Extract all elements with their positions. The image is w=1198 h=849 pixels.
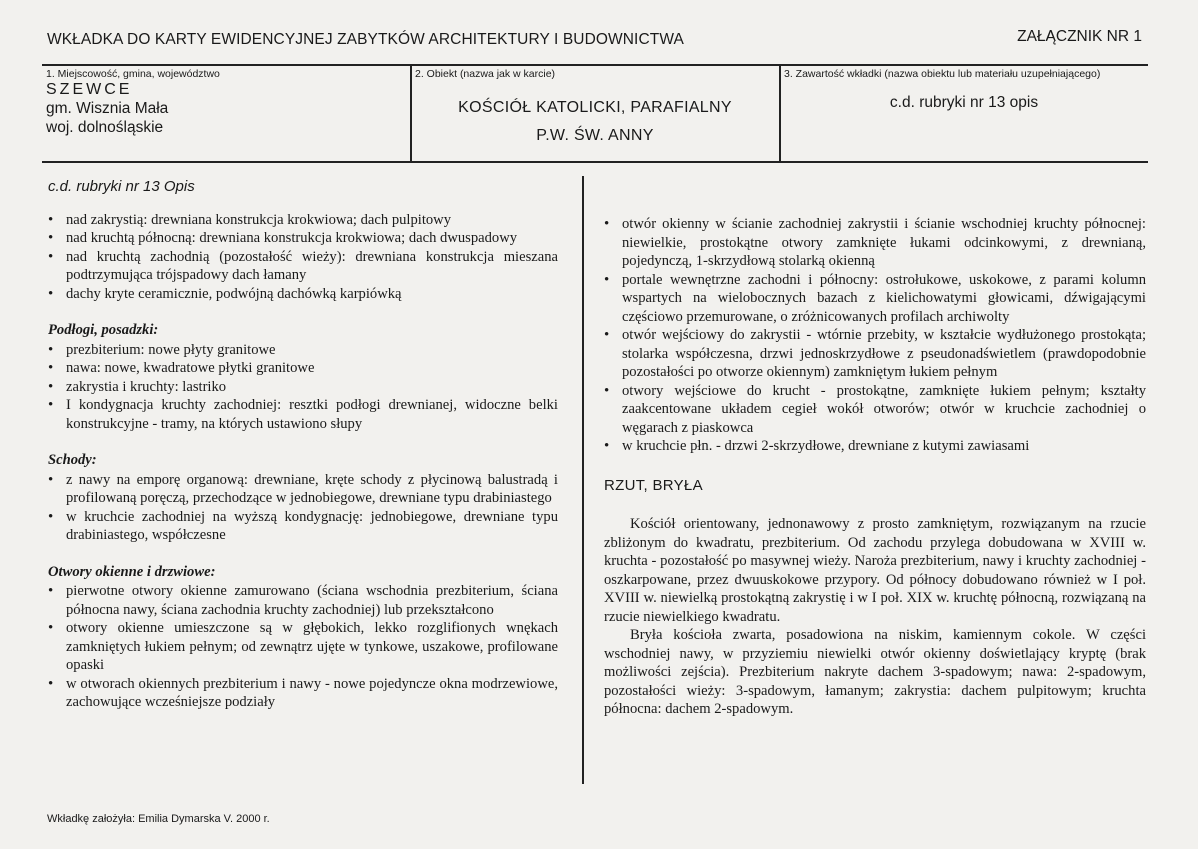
commune: gm. Wisznia Mała (46, 100, 169, 117)
stairs-list (48, 471, 558, 545)
list-item: • dachy kryte ceramicznie, podwójną dachówką karpiówką (48, 285, 558, 304)
object-dedication: P.W. ŚW. ANNY (536, 127, 654, 144)
section-heading: c.d. rubryki nr 13 Opis (48, 178, 195, 195)
left-column (48, 178, 558, 712)
list-item: • prezbiterium: nowe płyty granitowe (48, 341, 558, 360)
location-label: 1. Miejscowość, gmina, województwo (46, 68, 220, 80)
openings-title: Otwory okienne i drzwiowe: (48, 563, 216, 580)
list-item: • z nawy na emporę organową: drewniane, kręte schody z płycinową balustradą i profilowaną poręczą, przechodzące w jednobiegowe, drewniane typu drabiniastego (48, 471, 558, 508)
locality: SZEWCE (46, 81, 133, 98)
floors-title: Podłogi, posadzki: (48, 322, 159, 338)
content-value: c.d. rubryki nr 13 opis (889, 94, 1039, 111)
object-label: 2. Obiekt (nazwa jak w karcie) (415, 68, 556, 80)
openings-list (48, 582, 558, 712)
object-name: KOŚCIÓŁ KATOLICKI, PARAFIALNY (458, 99, 732, 116)
list-item: • otwory okienne umieszczone są w głębokich, lekko rozglifionych wnękach zamkniętych łukiem pełnym; od zewnątrz ujęte w tynkowe, uszakowe, profilowane opaski (48, 619, 558, 675)
openings-list-continued (604, 215, 1146, 456)
list-item: • pierwotne otwory okienne zamurowano (ściana wschodnia prezbiterium, ściana północna nawy, ściana zachodnia kruchty zachodniej) lub przekształcono (48, 582, 558, 619)
annex-number: ZAŁĄCZNIK NR 1 (1017, 28, 1142, 45)
list-item: • zakrystia i kruchty: lastriko (48, 378, 558, 397)
location-box (42, 66, 410, 162)
massing-paragraph: Bryła kościoła zwarta, posadowiona na niskim, kamiennym cokole. W części wschodniej nawy, w przyziemiu niewielki otwór okienny doświetlający kryptę (brak możliwości zejścia). Prezbiterium nakryte dachem 3-spadowym; nawa: 2-spadowym, pozostałości wieży: 3-spadowym, łamanym; zakrystia: dachem pulpitowym; kruchta północna: dachem 2-spadowym. (604, 627, 1146, 717)
content-box (780, 66, 1148, 162)
list-item: • portale wewnętrzne zachodni i północny: ostrołukowe, uskokowe, z parami kolumn wspartych na wielobocznych bazach z kielichowatymi głowicami, dźwigającymi częściowo przemurowane, o zróżnicowanych profilach archiwolty (604, 271, 1146, 327)
roof-list (48, 211, 558, 304)
list-item: • otwór okienny w ścianie zachodniej zakrystii i ścianie wschodniej kruchty północnej: niewielkie, prostokątne otwory zamknięte łukami odcinkowymi, z drewnianą, pojedynczą, 1-skrzydłową stolarką okienną (604, 215, 1146, 271)
object-value (411, 94, 779, 150)
list-item: • nad zakrystią: drewniana konstrukcja krokwiowa; dach pulpitowy (48, 211, 558, 230)
list-item: • nad kruchtą północną: drewniana konstrukcja krokwiowa; dach dwuspadowy (48, 229, 558, 248)
object-box (411, 66, 779, 162)
column-divider (582, 176, 584, 784)
author-footer: Wkładkę założyła: Emilia Dymarska V. 2000 r. (47, 813, 270, 825)
list-item: • otwór wejściowy do zakrystii - wtórnie przebity, w kształcie wydłużonego prostokąta; stolarka współczesna, drzwi jednoskrzydłowe z pseudonadświetlem (prawdopodobnie pozostałości po otworze okiennym) zamkniętym łukiem pełnym (604, 326, 1146, 382)
list-item: • w kruchcie zachodniej na wyższą kondygnację: jednobiegowe, drewniane typu drabiniastego, współczesne (48, 508, 558, 545)
list-item: • I kondygnacja kruchty zachodniej: resztki podłogi drewnianej, widoczne belki konstrukcyjne - tramy, na których ustawiono słupy (48, 396, 558, 433)
list-item: • otwory wejściowe do krucht - prostokątne, zamknięte łukiem pełnym; kształty zaakcentowane układem cegieł wokół otworów; otwór w kruchcie zachodniej o węgarach z piaskowca (604, 382, 1146, 438)
list-item: • nad kruchtą zachodnią (pozostałość wieży): drewniana konstrukcja mieszana podtrzymująca trójspadowy dach łamany (48, 248, 558, 285)
location-value (46, 80, 410, 137)
plan-section-title: RZUT, BRYŁA (604, 476, 703, 494)
form-title: WKŁADKA DO KARTY EWIDENCYJNEJ ZABYTKÓW ARCHITEKTURY I BUDOWNICTWA (47, 31, 684, 48)
right-column (604, 215, 1146, 719)
content-label: 3. Zawartość wkładki (nazwa obiektu lub materiału uzupełniającego) (784, 68, 1101, 80)
floors-list (48, 341, 558, 434)
stairs-title: Schody: (48, 452, 97, 468)
list-item: • w otworach okiennych prezbiterium i nawy - nowe pojedyncze okna modrzewiowe, zachowujące wcześniejsze podziały (48, 675, 558, 712)
list-item: • w kruchcie płn. - drzwi 2-skrzydłowe, drewniane z kutymi zawiasami (604, 437, 1146, 456)
plan-paragraph: Kościół orientowany, jednonawowy z prosto zamkniętym, rozwiązanym na rzucie zbliżonym do kwadratu, prezbiterium. Od zachodu przylega dobudowana w XVIII w. kruchta - pozostałość po masywnej wieży. Naroża prezbiterium, nawy i kruchty zachodniej - oszkarpowane, przez dwuuskokowe przypory. Od północy dobudowano również w I poł. XVIII w. niewielką prostokątną zakrystię i w I poł. XIX w. kruchtę północną, rozwiązaną na rzucie niewielkiego kwadratu. (604, 516, 1146, 625)
voivodeship: woj. dolnośląskie (46, 119, 164, 136)
list-item: • nawa: nowe, kwadratowe płytki granitowe (48, 359, 558, 378)
